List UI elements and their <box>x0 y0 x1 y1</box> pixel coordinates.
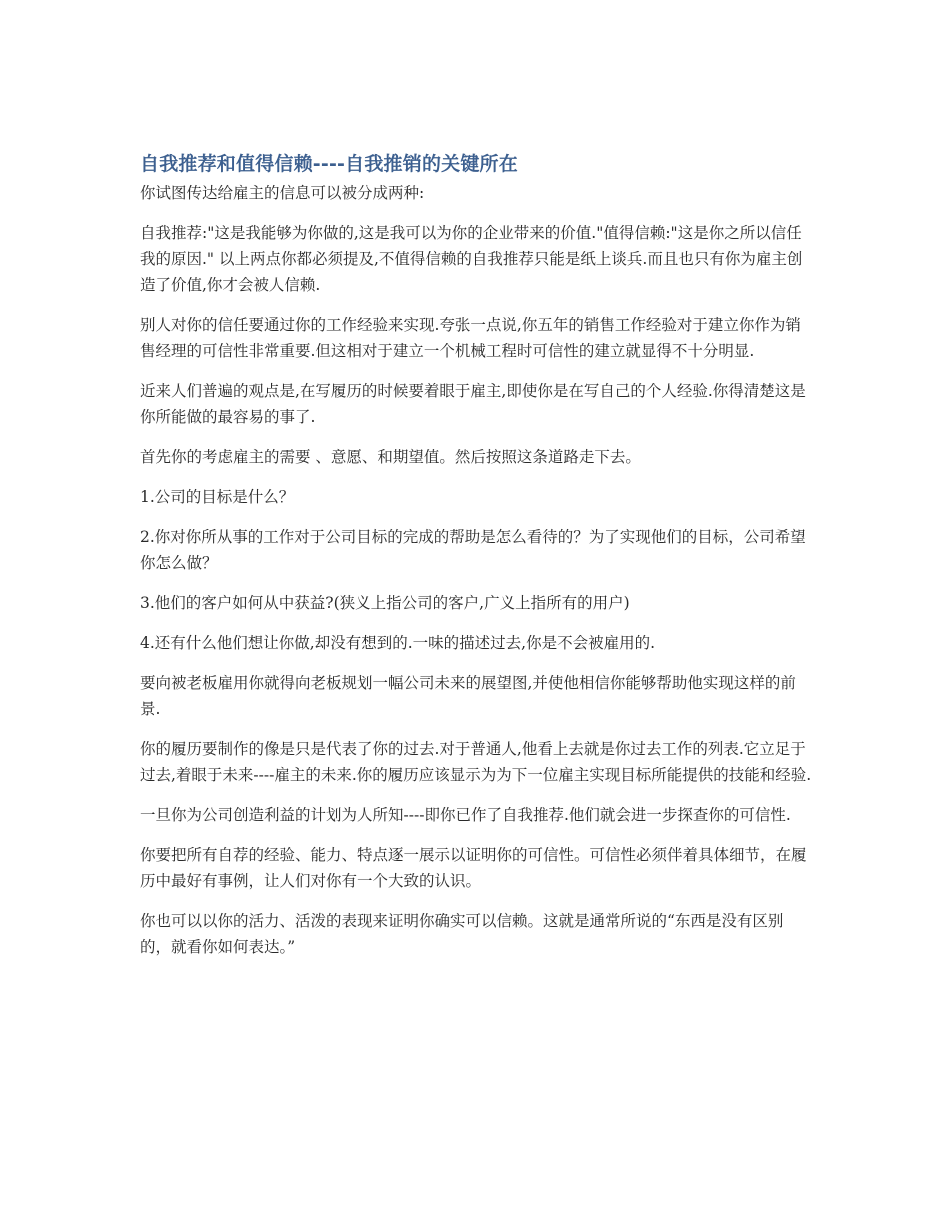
list-item-4: 4.还有什么他们想让你做,却没有想到的.一味的描述过去,你是不会被雇用的. <box>140 634 655 652</box>
paragraph-show-evidence: 你要把所有自荐的经验、能力、特点逐一展示以证明你的可信性。可信性必须伴着具体细节，在履历中最好有事例，让人们对你有一个大致的认识。 <box>140 846 807 890</box>
document-page <box>140 150 812 974</box>
list-item-3: 3.他们的客户如何从中获益?(狭义上指公司的客户,广义上指所有的用户) <box>140 594 630 612</box>
paragraph-credibility-check: 一旦你为公司创造利益的计划为人所知----即你已作了自我推荐.他们就会进一步探查你的可信性. <box>140 806 791 824</box>
list-item-1: 1.公司的目标是什么？ <box>140 488 295 506</box>
paragraph-resume-past: 你的履历要制作的像是只是代表了你的过去.对于普通人,他看上去就是你过去工作的列表.它立足于过去,着眼于未来----雇主的未来.你的履历应该显示为为下一位雇主实现目标所能提供的技能和经验. <box>140 740 812 784</box>
paragraph-expression: 你也可以以你的活力、活泼的表现来证明你确实可以信赖。这就是通常所说的“东西是没有区别的，就看你如何表达。” <box>140 912 784 956</box>
list-item-2: 2.你对你所从事的工作对于公司目标的完成的帮助是怎么看待的？为了实现他们的目标，公司希望你怎么做？ <box>140 528 806 572</box>
paragraph-consider-needs: 首先你的考虑雇主的需要 、意愿、和期望值。然后按照这条道路走下去。 <box>140 448 641 466</box>
document-title: 自我推荐和值得信赖----自我推销的关键所在 <box>140 153 518 175</box>
paragraph-future-vision: 要向被老板雇用你就得向老板规划一幅公司未来的展望图,并使他相信你能够帮助他实现这样的前景. <box>140 674 796 718</box>
paragraph-self-recommend: 自我推荐:"这是我能够为你做的,这是我可以为你的企业带来的价值."值得信赖:"这是你之所以信任我的原因." 以上两点你都必须提及,不值得信赖的自我推荐只能是纸上谈兵.而且也只有你为雇主创造了价值,你才会被人信赖. <box>140 224 803 294</box>
paragraph-trust-experience: 别人对你的信任要通过你的工作经验来实现.夸张一点说,你五年的销售工作经验对于建立你作为销售经理的可信性非常重要.但这相对于建立一个机械工程时可信性的建立就显得不十分明显. <box>140 316 801 360</box>
paragraph-intro: 你试图传达给雇主的信息可以被分成两种: <box>140 184 425 202</box>
paragraph-focus-employer: 近来人们普遍的观点是,在写履历的时候要着眼于雇主,即使你是在写自己的个人经验.你得清楚这是你所能做的最容易的事了. <box>140 382 806 426</box>
